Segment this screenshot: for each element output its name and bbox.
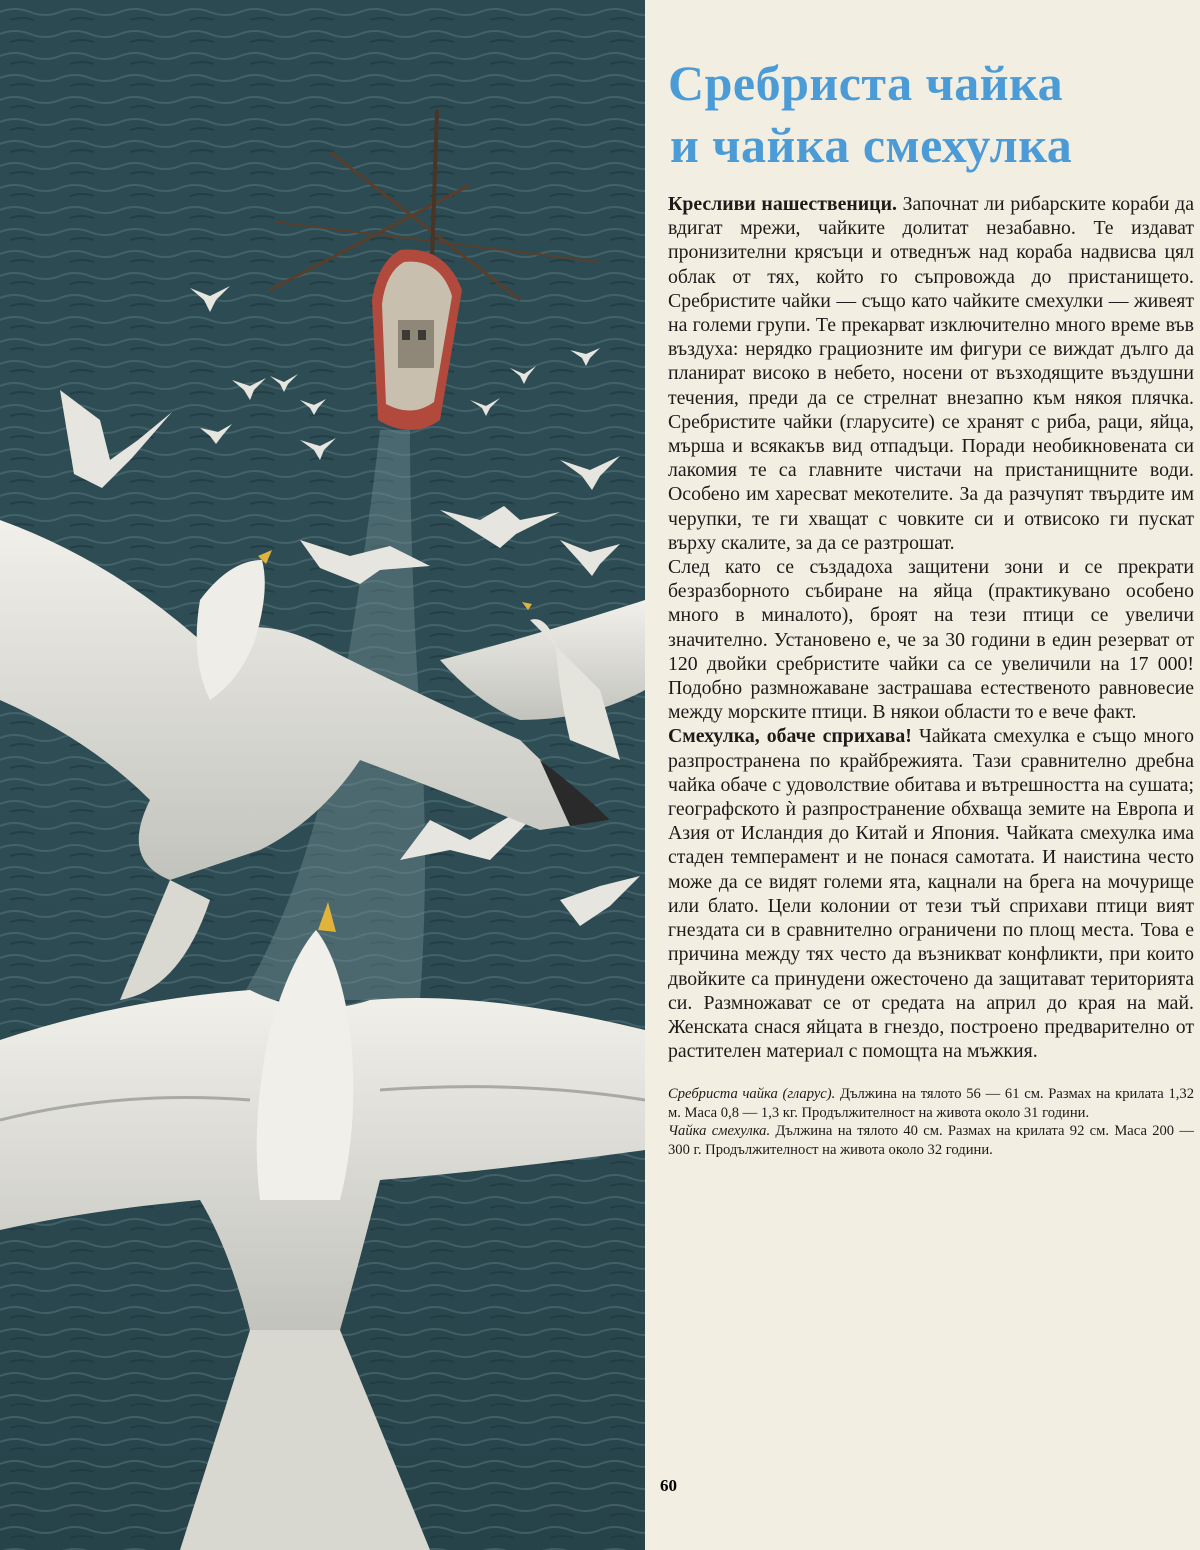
caption-herring-gull-text: Дължина на тялото 56 — 61 см. Размах на крилата 1,32 м. Маса 0,8 — 1,3 кг. Продължителност на живота около 31 години. xyxy=(668,1086,1195,1121)
paragraph-3-text: Чайката смехулка е също много разпространена по крайбрежията. Тази сравнително дребна чайка обаче с удоволствие обитава и вътрешността на сушата; географското ѝ разпространение обхваща земите на Европа и Азия от Исландия до Китай и Япония. Чайката смехулка има стаден темперамент и не понася самотата. И наистина често може да се видят големи ята, кацнали на брега на мочурище или блато. Цели колонии от тези тъй сприхави птици вият гнездата си в сравнително ограничени по площ места. Това е причина между тях често да възникват конфликти, при които двойките са принудени ожесточено да защитават територията си. Размножават се от средата на април до края на май. Женската снася яйцата в гнездо, построено предварително от растителен материал с помощта на мъжкия. xyxy=(668,725,1194,1063)
caption-black-headed-gull xyxy=(668,1122,1194,1159)
caption-herring-gull-name: Сребриста чайка (гларус). xyxy=(668,1086,836,1103)
paragraph-2-text: След като се създадоха защитени зони и се прекрати безразборното събиране на яйца (практикувано особено много в миналото), броят на тези птици се увеличи значително. Установено е, че за 30 години в един резерват от 120 двойки сребристите чайки са се увеличили на 17 000! Подобно размножаване застрашава естественото равновесие между морските птици. В някои области то е вече факт. xyxy=(668,556,1194,724)
title-line-2: и чайка смехулка xyxy=(670,117,1073,173)
article-column xyxy=(668,52,1194,1542)
paragraph-3-heading: Смехулка, обаче сприхава! xyxy=(668,725,912,748)
paragraph-1 xyxy=(668,192,1194,555)
caption-black-headed-gull-name: Чайка смехулка. xyxy=(668,1123,771,1140)
caption-herring-gull xyxy=(668,1085,1194,1122)
species-captions xyxy=(668,1085,1194,1159)
caption-black-headed-gull-text: Дължина на тялото 40 см. Размах на крилата 92 см. Маса 200 — 300 г. Продължителност на живота около 32 години. xyxy=(668,1123,1195,1158)
paragraph-2 xyxy=(668,555,1194,724)
article-body xyxy=(668,192,1194,1063)
paragraph-1-text: Започнат ли рибарските кораби да вдигат мрежи, чайките долитат незабавно. Те издават пронизителни крясъци и отведнъж над кораба надвисва цял облак от тях, който го съпровожда до пристанището. Сребристите чайки — също като чайките смехулки — живеят на големи групи. Те прекарват изключително много време във въздуха: нерядко грациозните им фигури се виждат дълго да планират високо в небето, носени от възходящите въздушни течения, преди да се стрелнат внезапно към някоя плячка. Сребристите чайки (гларусите) се хранят с риба, раци, яйца, мърша и всякакъв вид отпадъци. Поради необикновената си лакомия те са главните чистачи на пристанищните води. Особено им харесват мекотелите. За да разчупят твърдите им черупки, те ги хващат с човките си и отвисоко ги пускат върху скалите, за да се разтрошат. xyxy=(668,193,1194,554)
title-line-1: Сребриста чайка xyxy=(668,55,1064,111)
paragraph-1-heading: Кресливи нашественици. xyxy=(668,193,897,215)
paragraph-3 xyxy=(668,724,1194,1063)
page-number: 60 xyxy=(660,1476,677,1495)
page-title xyxy=(668,52,1194,176)
